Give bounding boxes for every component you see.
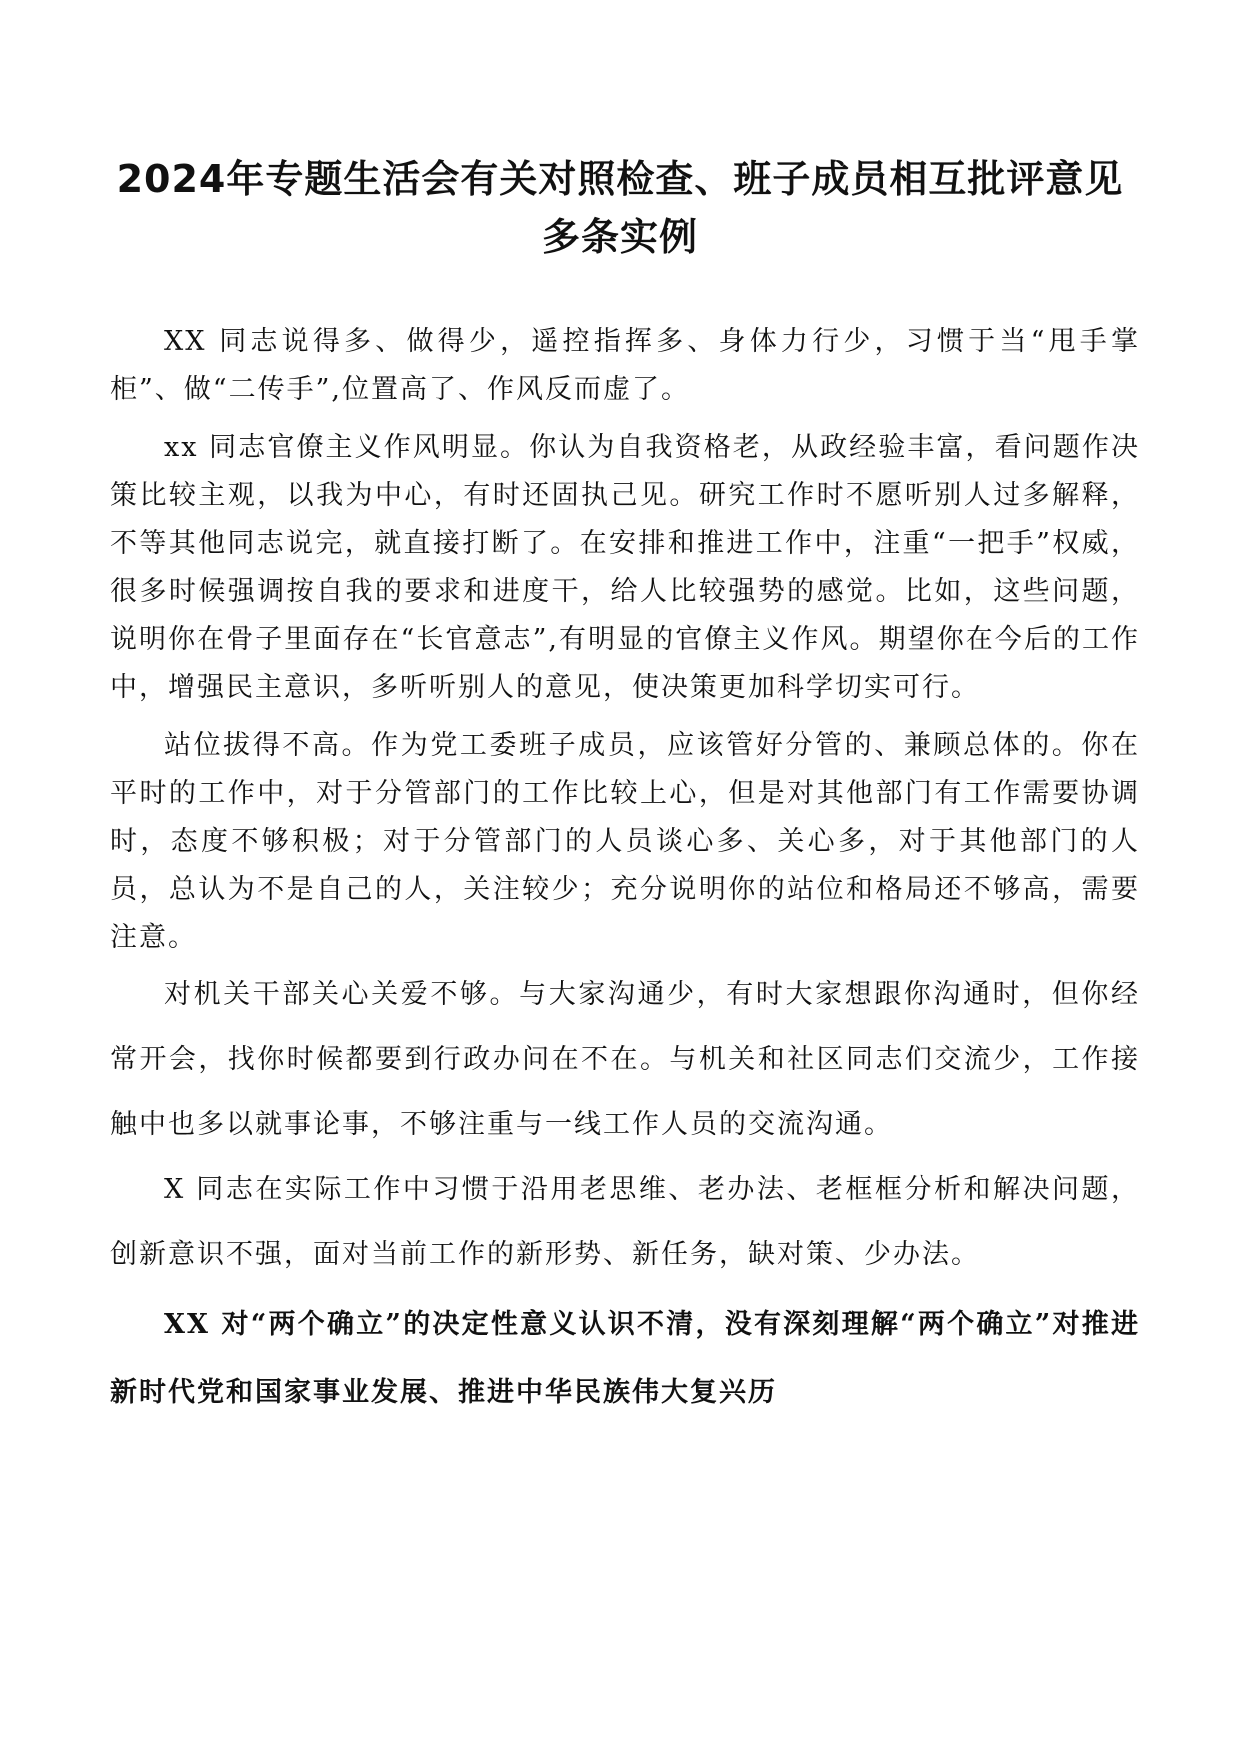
paragraph-4: 对机关干部关心关爱不够。与大家沟通少，有时大家想跟你沟通时，但你经常开会，找你时候都要到行政办问在不在。与机关和社区同志们交流少，工作接触中也多以就事论事，不够注重与一线工作人员的交流沟通。 bbox=[110, 979, 1140, 1140]
paragraph-6-bold: XX 对“两个确立”的决定性意义认识不清，没有深刻理解“两个确立”对推进新时代党和国家事业发展、推进中华民族伟大复兴历 bbox=[110, 1309, 1140, 1408]
paragraph-5: X 同志在实际工作中习惯于沿用老思维、老办法、老框框分析和解决问题，创新意识不强，面对当前工作的新形势、新任务，缺对策、少办法。 bbox=[110, 1174, 1140, 1270]
paragraph-2: xx 同志官僚主义作风明显。你认为自我资格老，从政经验丰富，看问题作决策比较主观，以我为中心，有时还固执己见。研究工作时不愿听别人过多解释，不等其他同志说完，就直接打断了。在安排和推进工作中，注重“一把手”权威，很多时候强调按自我的要求和进度干，给人比较强势的感觉。比如，这些问题，说明你在骨子里面存在“长官意志”,有明显的官僚主义作风。期望你在今后的工作中，增强民主意识，多听听别人的意见，使决策更加科学切实可行。 bbox=[110, 432, 1140, 703]
document-title: 2024年专题生活会有关对照检查、班子成员相互批评意见多条实例 bbox=[116, 157, 1124, 259]
document-body bbox=[110, 318, 1140, 1427]
paragraph-3: 站位拔得不高。作为党工委班子成员，应该管好分管的、兼顾总体的。你在平时的工作中，对于分管部门的工作比较上心，但是对其他部门有工作需要协调时，态度不够积极；对于分管部门的人员谈心多、关心多，对于其他部门的人员，总认为不是自己的人，关注较少；充分说明你的站位和格局还不够高，需要注意。 bbox=[110, 730, 1140, 953]
paragraph-1: XX 同志说得多、做得少，遥控指挥多、身体力行少，习惯于当“甩手掌柜”、做“二传手”,位置高了、作风反而虚了。 bbox=[110, 326, 1140, 405]
